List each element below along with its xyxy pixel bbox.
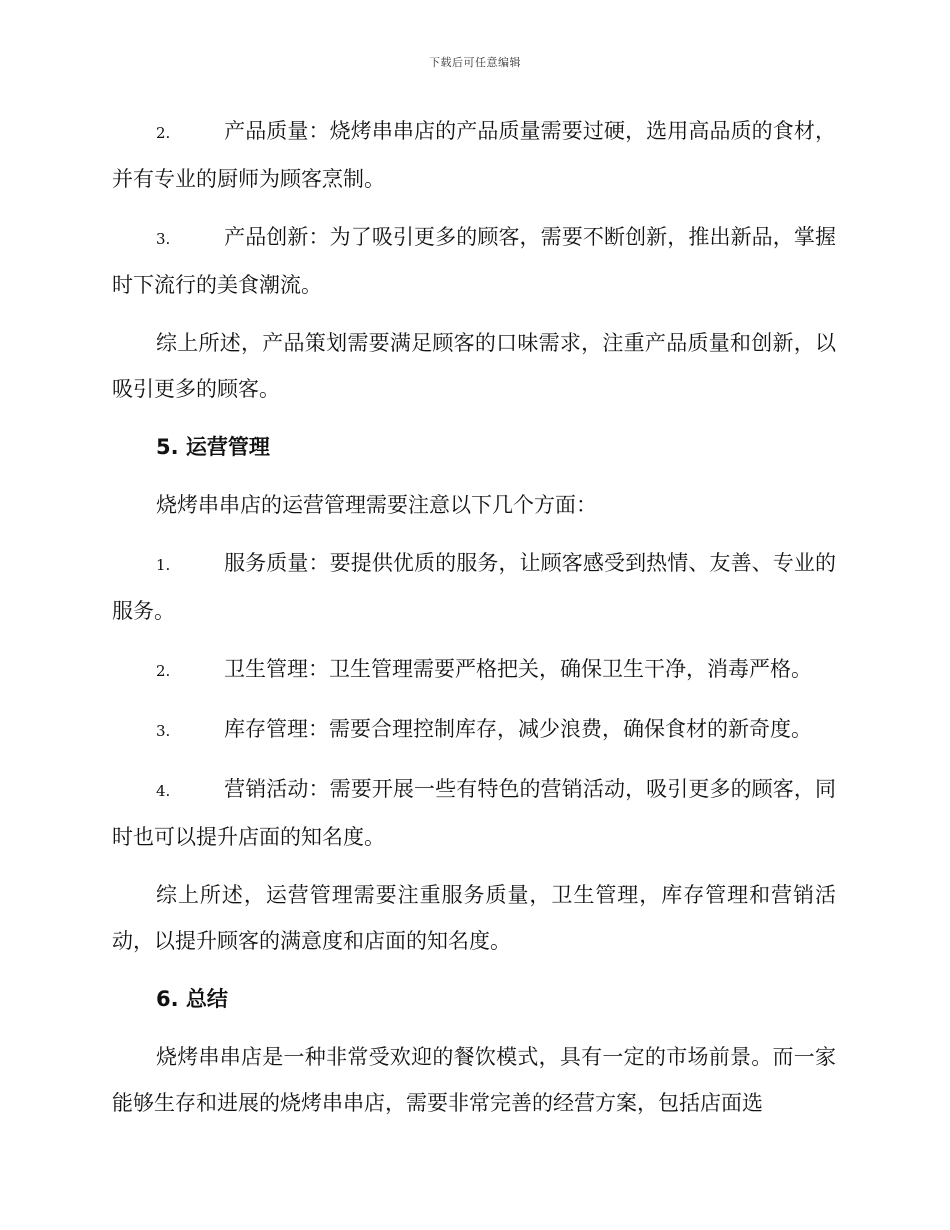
list-number: 2. [156,124,171,142]
page-header: 下载后可任意编辑 [429,56,521,69]
list-item-service-quality [112,540,836,634]
list-number: 1. [156,556,171,574]
paragraph-operations-intro: 烧烤串串店的运营管理需要注意以下几个方面： [156,493,597,517]
list-number: 4. [156,782,171,800]
paragraph-product-summary: 综上所述，产品策划需要满足顾客的口味需求，注重产品质量和创新，以吸引更多的顾客。 [112,331,836,401]
list-item-text: 营销活动：需要开展一些有特色的营销活动，吸引更多的顾客，同时也可以提升店面的知名度。 [112,777,836,849]
document-body [112,108,836,1138]
paragraph-operations-summary: 综上所述，运营管理需要注重服务质量，卫生管理，库存管理和营销活动，以提升顾客的满意度和店面的知名度。 [112,883,836,953]
list-item-text: 库存管理：需要合理控制库存，减少浪费，确保食材的新奇度。 [224,717,812,741]
list-item-text: 产品质量：烧烤串串店的产品质量需要过硬，选用高品质的食材，并有专业的厨师为顾客烹制。 [112,119,836,191]
list-item-hygiene [112,646,836,694]
paragraph-conclusion: 烧烤串串店是一种非常受欢迎的餐饮模式，具有一定的市场前景。而一家能够生存和进展的烧烤串串店，需要非常完善的经营方案，包括店面选 [112,1045,836,1115]
list-item-product-innovation [112,214,836,308]
list-item-product-quality [112,108,836,202]
list-number: 2. [156,662,171,680]
section-heading-summary: 6. 总结 [156,987,228,1011]
list-item-text: 卫生管理：卫生管理需要严格把关，确保卫生干净，消毒严格。 [224,657,812,681]
list-item-text: 服务质量：要提供优质的服务，让顾客感受到热情、友善、专业的服务。 [112,551,836,623]
list-item-marketing [112,766,836,860]
list-item-inventory [112,706,836,754]
list-item-text: 产品创新：为了吸引更多的顾客，需要不断创新，推出新品，掌握时下流行的美食潮流。 [112,225,836,297]
list-number: 3. [156,722,171,740]
list-number: 3. [156,230,171,248]
section-heading-operations: 5. 运营管理 [156,435,270,459]
